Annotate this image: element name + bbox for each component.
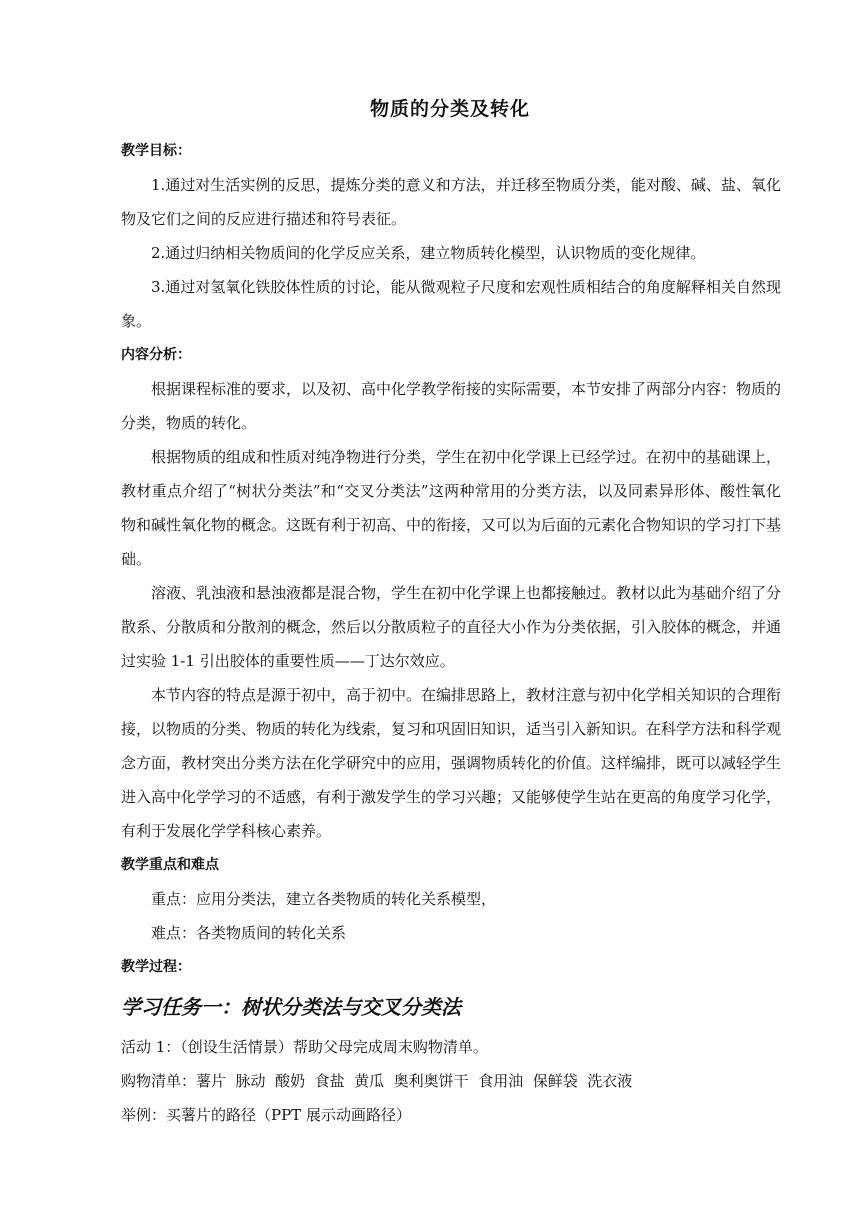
shopping-list: 购物清单：薯片 脉动 酸奶 食盐 黄瓜 奥利奥饼干 食用油 保鲜袋 洗衣液: [121, 1072, 633, 1090]
key-points-heading: 教学重点和难点: [121, 857, 219, 873]
analysis-paragraph: 本节内容的特点是源于初中，高于初中。在编排思路上，教材注意与初中化学相关知识的合理衔接，以物质的分类、物质的转化为线索，复习和巩固旧知识，适当引入新知识。在科学方法和科学观念方面，教材突出分类方法在化学研究中的应用，强调物质转化的价值。这样编排，既可以减轻学生进入高中化学学习的不适感，有利于激发学生的学习兴趣；又能够使学生站在更高的角度学习化学，有利于发展化学学科核心素养。: [121, 686, 782, 840]
task-title: 学习任务一：树状分类法与交叉分类法: [121, 995, 461, 1019]
analysis-paragraph: 根据物质的组成和性质对纯净物进行分类，学生在初中化学课上已经学过。在初中的基础课上，教材重点介绍了“树状分类法”和“交叉分类法”这两种常用的分类方法，以及同素异形体、酸性氧化物和碱性氧化物的概念。这既有利于初高、中的衔接，又可以为后面的元素化合物知识的学习打下基础。: [121, 448, 782, 568]
process-heading: 教学过程：: [121, 959, 191, 975]
document-body: [121, 134, 781, 1132]
document-title: 物质的分类及转化: [369, 98, 530, 120]
analysis-paragraph: 根据课程标准的要求，以及初、高中化学教学衔接的实际需要，本节安排了两部分内容：物质的分类，物质的转化。: [121, 380, 782, 432]
activity-text: 活动 1：（创设生活情景）帮助父母完成周末购物清单。: [121, 1038, 488, 1056]
objectives-heading: 教学目标：: [121, 143, 191, 159]
analysis-paragraph: 溶液、乳浊液和悬浊液都是混合物，学生在初中化学课上也都接触过。教材以此为基础介绍了分散系、分散质和分散剂的概念，然后以分散质粒子的直径大小作为分类依据，引入胶体的概念，并通过实验 1-1 引出胶体的重要性质——丁达尔效应。: [121, 584, 782, 670]
objective-item: 1.通过对生活实例的反思，提炼分类的意义和方法，并迁移至物质分类，能对酸、碱、盐、氧化物及它们之间的反应进行描述和符号表征。: [121, 176, 781, 228]
objective-item: 3.通过对氢氧化铁胶体性质的讨论，能从微观粒子尺度和宏观性质相结合的角度解释相关自然现象。: [121, 278, 781, 330]
key-point: 重点：应用分类法，建立各类物质的转化关系模型，: [151, 890, 497, 908]
analysis-heading: 内容分析：: [121, 347, 191, 363]
objective-item: 2.通过归纳相关物质间的化学反应关系，建立物质转化模型，认识物质的变化规律。: [151, 244, 706, 262]
difficult-point: 难点：各类物质间的转化关系: [151, 924, 347, 942]
example-text: 举例：买薯片的路径（PPT 展示动画路径）: [121, 1106, 411, 1124]
